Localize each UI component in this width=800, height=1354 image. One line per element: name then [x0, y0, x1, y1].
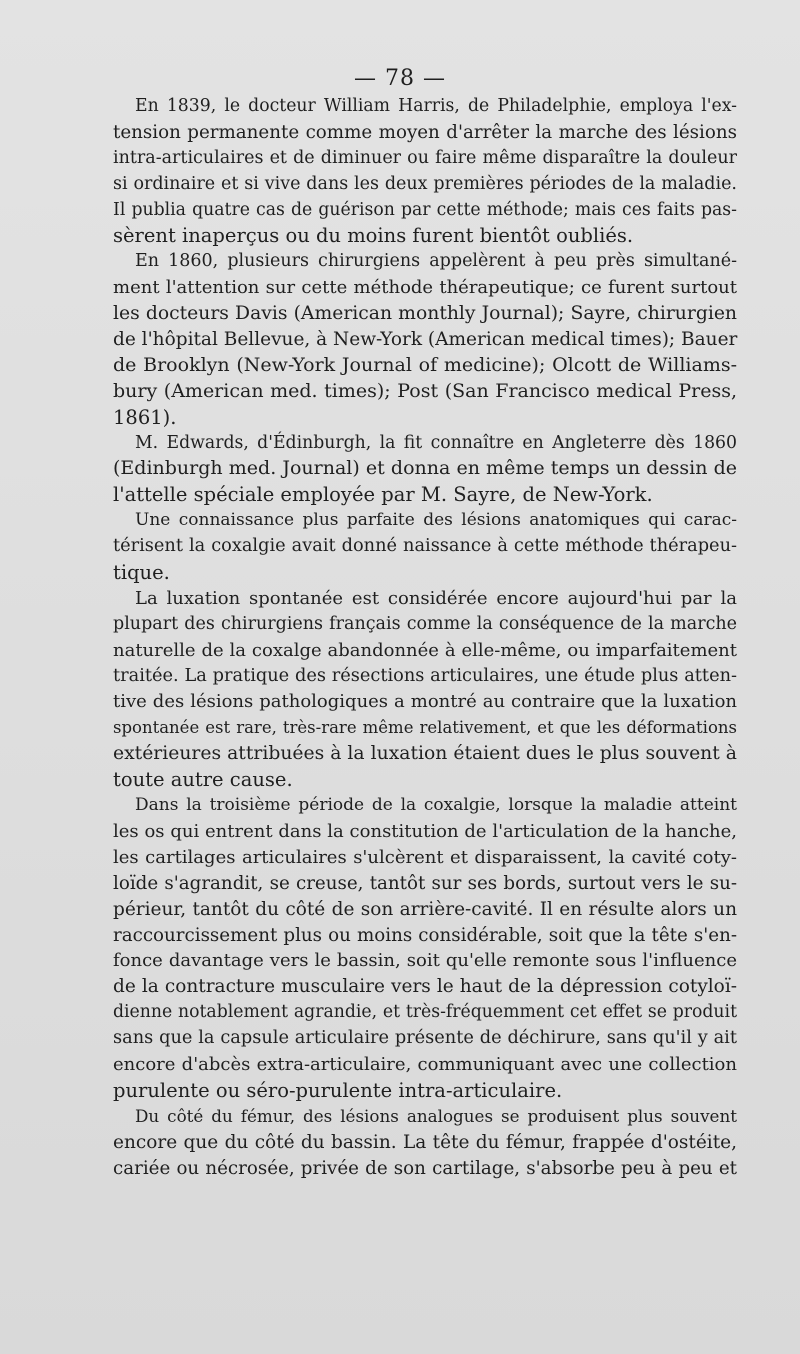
text-line: spontanée est rare, très-rare même relativement, et que les déformations — [113, 718, 737, 738]
text-line: plupart des chirurgiens français comme la conséquence de la marche — [113, 613, 737, 634]
text-line: naturelle de la coxalge abandonnée à elle-même, ou imparfaitement — [113, 639, 737, 661]
text-line: tension permanente comme moyen d'arrêter la marche des lésions — [113, 121, 737, 143]
page-number: — 78 — — [354, 66, 446, 91]
text-line: extérieures attribuées à la luxation étaient dues le plus souvent à — [113, 743, 737, 765]
body-text — [113, 94, 737, 1181]
text-line: La luxation spontanée est considérée encore aujourd'hui par la — [135, 587, 737, 609]
text-line: cariée ou nécrosée, privée de son cartilage, s'absorbe peu à peu et — [113, 1157, 737, 1179]
text-line: bury (American med. times); Post (San Francisco medical Press, — [113, 379, 737, 402]
text-line: 1861). — [113, 405, 177, 429]
text-line: encore d'abcès extra-articulaire, communiquant avec une collection — [113, 1053, 737, 1075]
text-line: purulente ou séro-purulente intra-articulaire. — [113, 1078, 563, 1102]
text-line: Du côté du fémur, des lésions analogues se produisent plus souvent — [135, 1105, 737, 1126]
text-line: loïde s'agrandit, se creuse, tantôt sur ses bords, surtout vers le su- — [113, 872, 737, 894]
text-line: traitée. La pratique des résections articulaires, une étude plus atten- — [113, 665, 737, 686]
text-line: tique. — [113, 561, 170, 585]
text-line: si ordinaire et si vive dans les deux premières périodes de la maladie. — [113, 173, 737, 194]
text-line: les os qui entrent dans la constitution de l'articulation de la hanche, — [113, 820, 737, 842]
text-line: raccourcissement plus ou moins considérable, soit que la tête s'en- — [113, 924, 737, 946]
text-line: Une connaissance plus parfaite des lésions anatomiques qui carac- — [135, 510, 737, 531]
text-line: dienne notablement agrandie, et très-fréquemment cet effet se produit — [113, 1002, 737, 1023]
text-line: En 1839, le docteur William Harris, de Philadelphie, employa l'ex- — [135, 96, 737, 116]
text-line: M. Edwards, d'Édinburgh, la fit connaître en Angleterre dès 1860 — [135, 432, 737, 453]
text-line: toute autre cause. — [113, 768, 293, 792]
text-line: ment l'attention sur cette méthode thérapeutique; ce furent surtout — [113, 277, 737, 299]
text-line: sèrent inaperçus ou du moins furent bientôt oubliés. — [113, 224, 634, 248]
text-line: périeur, tantôt du côté de son arrière-cavité. Il en résulte alors un — [113, 898, 737, 920]
text-line: (Edinburgh med. Journal) et donna en même temps un dessin de — [113, 457, 737, 480]
text-line: de Brooklyn (New-York Journal of medicine); Olcott de Williams- — [113, 353, 737, 376]
text-line: l'attelle spéciale employée par M. Sayre, de New-York. — [113, 483, 653, 507]
text-line: tive des lésions pathologiques a montré au contraire que la luxation — [113, 691, 737, 713]
text-line: sans que la capsule articulaire présente de déchirure, sans qu'il y ait — [113, 1028, 737, 1049]
text-line: les docteurs Davis (American monthly Journal); Sayre, chirurgien — [113, 303, 737, 325]
text-line: de l'hôpital Bellevue, à New-York (American medical times); Bauer — [113, 329, 738, 351]
text-line: intra-articulaires et de diminuer ou faire même disparaître la douleur — [113, 147, 737, 168]
text-line: Dans la troisième période de la coxalgie, lorsque la maladie atteint — [135, 795, 737, 816]
text-line: fonce davantage vers le bassin, soit qu'elle remonte sous l'influence — [113, 950, 737, 972]
text-line: En 1860, plusieurs chirurgiens appelèrent à peu près simultané- — [135, 251, 737, 272]
text-line: encore que du côté du bassin. La tête du fémur, frappée d'ostéite, — [113, 1131, 737, 1153]
text-line: Il publia quatre cas de guérison par cette méthode; mais ces faits pas- — [113, 199, 737, 220]
text-line: térisent la coxalgie avait donné naissance à cette méthode thérapeu- — [113, 536, 737, 557]
text-line: les cartilages articulaires s'ulcèrent et disparaissent, la cavité coty- — [113, 846, 737, 868]
text-line: de la contracture musculaire vers le haut de la dépression cotyloï- — [113, 976, 737, 998]
